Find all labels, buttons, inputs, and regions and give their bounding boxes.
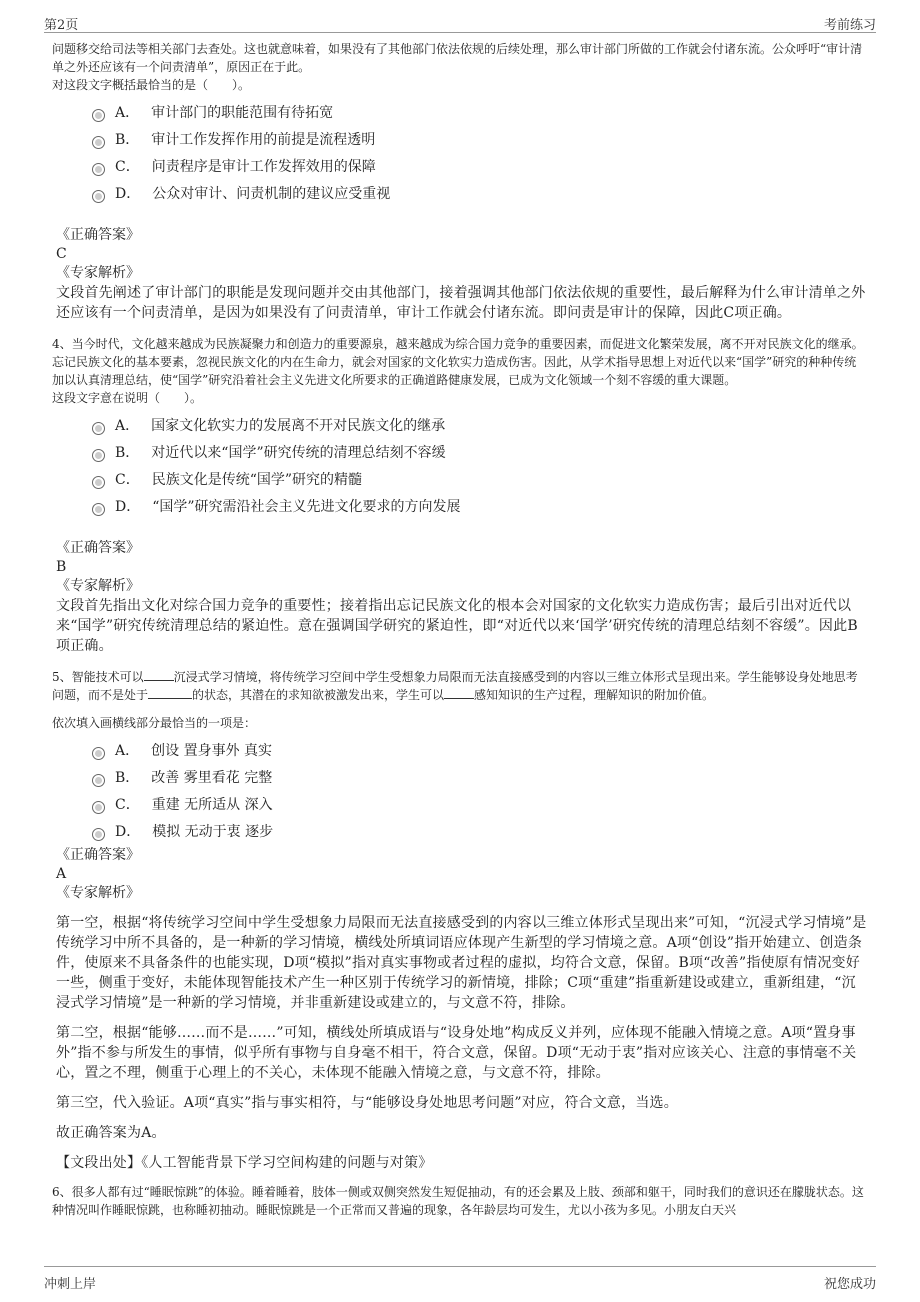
option-letter: D． — [115, 824, 141, 840]
q6-stem: 6、很多人都有过“睡眠惊跳”的体验。睡着睡着，肢体一侧或双侧突然发生短促抽动，有的还会累及上肢、颈部和躯干，同时我们的意识还在朦胧状态。这种情况叫作睡眠惊跳，也称睡初抽动。睡眠惊跳是一个正常而又普遍的现象，各年龄层均可发生，尤以小孩为多见。小朋友白天兴 — [52, 1185, 864, 1217]
option-text: 重建 无所适从 深入 — [151, 797, 273, 813]
page-header — [44, 10, 876, 33]
q3-analysis: 文段首先阐述了审计部门的职能是发现问题并交由其他部门，接着强调其他部门依法依规的重要性，最后解释为什么审计清单之外还应该有一个问责清单，是因为如果没有了问责清单，审计工作就会付诸东流。即问责是审计的保障，因此C项正确。 — [56, 285, 866, 321]
radio-icon[interactable] — [92, 449, 105, 462]
option-text: 改善 雾里看花 完整 — [151, 770, 273, 786]
fill-blank — [144, 668, 174, 681]
radio-icon[interactable] — [92, 190, 105, 203]
q3-option-d[interactable] — [92, 181, 868, 208]
radio-icon[interactable] — [92, 801, 105, 814]
q5-stem — [52, 668, 868, 704]
q5-stem-part: 5、智能技术可以 — [52, 670, 144, 684]
q4-ask: 这段文字意在说明（ ）。 — [52, 391, 203, 405]
radio-icon[interactable] — [92, 163, 105, 176]
q5-stem-part: 的状态，其潜在的求知欲被激发出来，学生可以 — [192, 688, 445, 702]
q5-ask: 依次填入画横线部分最恰当的一项是： — [52, 716, 257, 730]
q3-ask: 对这段文字概括最恰当的是（ ）。 — [52, 78, 251, 92]
radio-icon[interactable] — [92, 828, 105, 841]
q3-option-a[interactable] — [92, 100, 868, 127]
option-text: 审计工作发挥作用的前提是流程透明 — [151, 132, 376, 148]
q3-answer-label: 《正确答案》 — [56, 227, 140, 243]
q3-option-b[interactable] — [92, 127, 868, 154]
radio-icon[interactable] — [92, 774, 105, 787]
q5-option-c[interactable] — [92, 792, 868, 819]
option-letter: B． — [115, 132, 140, 148]
option-text: 民族文化是传统“国学”研究的精髓 — [151, 472, 363, 488]
footer-right: 祝您成功 — [823, 1277, 876, 1292]
q4-option-d[interactable] — [92, 494, 868, 521]
q4-analysis-label: 《专家解析》 — [56, 578, 140, 594]
radio-icon[interactable] — [92, 476, 105, 489]
q5-answer-label: 《正确答案》 — [56, 847, 140, 863]
q3-stem: 问题移交给司法等相关部门去查处。这也就意味着，如果没有了其他部门依法依规的后续处理，那么审计部门所做的工作就会付诸东流。公众呼吁“审计清单之外还应该有一个问责清单”，原因正在于此。 — [52, 42, 863, 74]
option-letter: A． — [115, 418, 140, 434]
radio-icon[interactable] — [92, 747, 105, 760]
option-letter: C． — [115, 472, 140, 488]
q4-stem: 4、当今时代，文化越来越成为民族凝聚力和创造力的重要源泉，越来越成为综合国力竞争的重要因素，而促进文化繁荣发展，离不开对民族文化的继承。忘记民族文化的基本要素，忽视民族文化的内在生命力，就会对国家的文化软实力造成伤害。因此，从学术指导思想上对近代以来“国学”研究的种种传统加以认真清理总结，使“国学”研究沿着社会主义先进文化所要求的正确道路健康发展，已成为文化领域一个刻不容缓的重大课题。 — [52, 337, 864, 387]
option-text: 审计部门的职能范围有待拓宽 — [151, 105, 334, 121]
option-letter: A． — [115, 743, 140, 759]
q5-options — [92, 738, 868, 846]
option-letter: C． — [115, 159, 140, 175]
q5-stem-part: 沉浸式学习情境，将传统学习空间中学生受想象力局限而无法直接感受到的内容以三维立体形式呈现出来。学生能够设身处地思考问题，而不是处于 — [52, 670, 858, 702]
radio-icon[interactable] — [92, 109, 105, 122]
q4-option-c[interactable] — [92, 467, 868, 494]
fill-blank — [148, 686, 192, 699]
option-text: 问责程序是审计工作发挥效用的保障 — [151, 159, 376, 175]
q5-option-a[interactable] — [92, 738, 868, 765]
option-text: 国家文化软实力的发展离不开对民族文化的继承 — [151, 418, 446, 434]
q5-analysis-label: 《专家解析》 — [56, 885, 140, 901]
q3-analysis-label: 《专家解析》 — [56, 265, 140, 281]
option-text: 对近代以来“国学”研究传统的清理总结刻不容缓 — [151, 445, 446, 461]
option-text: 创设 置身事外 真实 — [151, 743, 273, 759]
radio-icon[interactable] — [92, 136, 105, 149]
q4-analysis: 文段首先指出文化对综合国力竞争的重要性；接着指出忘记民族文化的根本会对国家的文化软实力造成伤害；最后引出对近代以来“国学”研究传统清理总结的紧迫性。意在强调国学研究的紧迫性，即“对近代以来‘国学’研究传统的清理总结刻不容缓”。因此B项正确。 — [56, 598, 858, 654]
q4-answer-label: 《正确答案》 — [56, 540, 140, 556]
q5-analysis-para: 第一空，根据“将传统学习空间中学生受想象力局限而无法直接感受到的内容以三维立体形式呈现出来”可知，“沉浸式学习情境”是传统学习中所不具备的，是一种新的学习情境，横线处所填词语应体现产生新型的学习情境之意。A项“创设”指开始建立、创造条件，使原来不具备条件的也能实现，D项“模拟”指对真实事物或者过程的虚拟，均符合文意，保留。B项“改善”指使原有情况变好一些，侧重于变好，未能体现智能技术产生一种区别于传统学习的新情境，排除；C项“重建”指重新建设或建立，重新组建，“沉浸式学习情境”是一种新的学习情境，并非重新建设或建立的，与文意不符，排除。 — [56, 915, 867, 1011]
option-text: “国学”研究需沿社会主义先进文化要求的方向发展 — [152, 499, 461, 515]
option-text: 公众对审计、问责机制的建议应受重视 — [152, 186, 391, 202]
option-letter: C． — [115, 797, 140, 813]
q3-answer: C — [56, 246, 67, 262]
q4-option-b[interactable] — [92, 440, 868, 467]
q5-analysis-para: 故正确答案为A。 — [56, 1125, 166, 1141]
option-letter: B． — [115, 445, 140, 461]
option-letter: A． — [115, 105, 140, 121]
header-title: 考前练习 — [823, 18, 876, 33]
q3-options — [92, 100, 868, 208]
q5-option-b[interactable] — [92, 765, 868, 792]
option-letter: B． — [115, 770, 140, 786]
page-number: 第2页 — [44, 18, 79, 33]
q4-options — [92, 413, 868, 521]
option-text: 模拟 无动于衷 逐步 — [152, 824, 274, 840]
q5-analysis-para: 第三空，代入验证。A项“真实”指与事实相符，与“能够设身处地思考问题”对应，符合文意，当选。 — [56, 1095, 678, 1111]
option-letter: D． — [115, 499, 141, 515]
q5-analysis-para: 第二空，根据“能够……而不是……”可知，横线处所填成语与“设身处地”构成反义并列，应体现不能融入情境之意。A项“置身事外”指不参与所发生的事情，似乎所有事物与自身毫不相干，符合文意，保留。D项“无动于衷”指对应该关心、注意的事情毫不关心，置之不理，侧重于心理上的不关心，未体现不能融入情境之意，与文意不符，排除。 — [56, 1025, 857, 1081]
footer-left: 冲刺上岸 — [44, 1277, 97, 1292]
q3-option-c[interactable] — [92, 154, 868, 181]
document-body — [52, 40, 868, 1219]
q5-stem-part: 感知知识的生产过程，理解知识的附加价值。 — [474, 688, 715, 702]
radio-icon[interactable] — [92, 503, 105, 516]
page-footer — [44, 1266, 876, 1291]
option-letter: D． — [115, 186, 141, 202]
q4-answer: B — [56, 559, 67, 575]
q5-option-d[interactable] — [92, 819, 868, 846]
q4-option-a[interactable] — [92, 413, 868, 440]
fill-blank — [444, 686, 474, 699]
q5-answer: A — [56, 866, 67, 882]
radio-icon[interactable] — [92, 422, 105, 435]
q5-source: 【文段出处】《人工智能背景下学习空间构建的问题与对策》 — [56, 1155, 433, 1171]
